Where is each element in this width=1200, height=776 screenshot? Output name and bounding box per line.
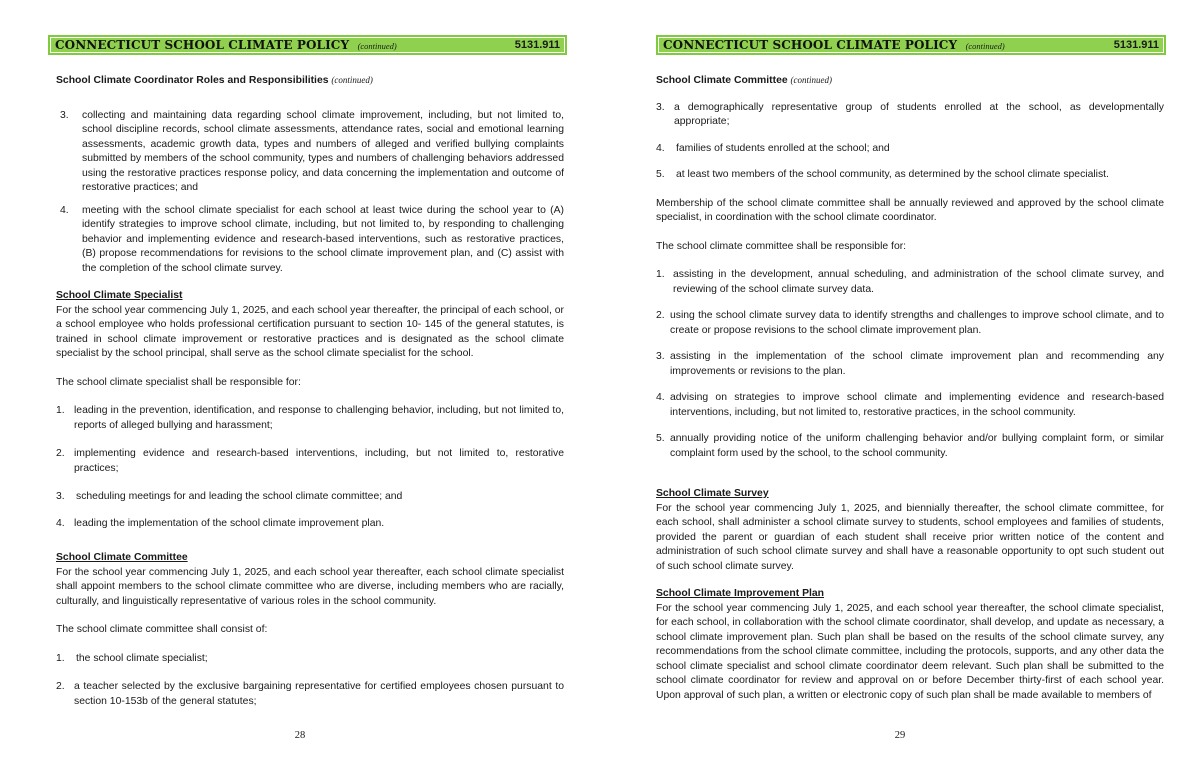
list-item	[656, 268, 1164, 297]
header-title-group	[663, 36, 1005, 54]
specialist-section	[56, 289, 564, 531]
list-text: advising on strategies to improve school climate and implementing evidence and research-based interventions, including, but not limited to, restorative practices, in the school community.	[670, 392, 1164, 418]
section-continued: (continued)	[790, 75, 833, 85]
list-item	[656, 432, 1164, 461]
section-intro: The school climate committee shall consist of:	[56, 624, 268, 635]
list-item	[656, 309, 1164, 338]
left-page-header	[48, 35, 567, 55]
list-number: 2.	[56, 681, 65, 692]
list-number: 3.	[60, 109, 69, 121]
list-number: 1.	[656, 269, 665, 280]
list-item	[56, 109, 564, 196]
list-number: 4.	[656, 142, 665, 154]
list-text: leading in the prevention, identification, and response to challenging behavior, including, but not limited to, reports of alleged bullying and harassment;	[74, 405, 564, 431]
list-number: 5.	[656, 169, 665, 180]
page-number: 29	[894, 730, 906, 741]
plan-section	[656, 587, 1164, 703]
right-page-content	[656, 72, 1164, 703]
list-text: collecting and maintaining data regarding school climate improvement, including, but not limited to, school discipline records, school climate assessments, attendance rates, social and emotional learning assessments, academic growth data, types and numbers of alleged and verified bullying complaints submitted by members of the school community, types and numbers of challenging behaviors addressed using the restorative practices response policy, and data concerning the implementation and outcome of restorative practices; and	[82, 109, 564, 193]
list-item	[656, 142, 1164, 157]
list-text: assisting in the development, annual scheduling, and administration of the school climate survey, and reviewing of the school climate survey data.	[673, 269, 1164, 295]
section-paragraph: For the school year commencing July 1, 2025, and each school year thereafter, each school climate specialist shall appoint members to the school climate committee who are diverse, including members who are racially, culturally, and linguistically representative of various roles in the school community.	[56, 566, 564, 607]
section-title: School Climate Committee	[656, 75, 788, 86]
section-title: School Climate Specialist	[56, 290, 183, 301]
list-text: assisting in the implementation of the school climate improvement plan and recommending any improvements or revisions to the plan.	[670, 351, 1164, 377]
list-number: 3.	[56, 491, 65, 502]
section-paragraph: For the school year commencing July 1, 2025, and each school year thereafter, the principal of each school, or a school employee who holds professional certification pursuant to section 10- 145 of the general statutes, is trained in school climate improvement or restorative practices and is designated as the school climate specialist by the school principal, shall serve as the school climate specialist for the school.	[56, 304, 564, 359]
list-item	[656, 168, 1164, 183]
list-text: scheduling meetings for and leading the school climate committee; and	[76, 491, 403, 502]
header-continued: (continued)	[965, 41, 1005, 51]
list-text: at least two members of the school community, as determined by the school climate specialist.	[676, 169, 1109, 180]
list-number: 4.	[56, 517, 65, 529]
list-text: annually providing notice of the uniform challenging behavior and/or bullying complaint form, or similar complaint form used by the school, to the school community.	[670, 433, 1164, 459]
page-number: 28	[294, 730, 306, 741]
list-item	[656, 350, 1164, 379]
list-number: 5.	[656, 433, 665, 444]
section-intro: The school climate specialist shall be responsible for:	[56, 376, 301, 388]
right-page-header	[656, 35, 1166, 55]
header-continued: (continued)	[357, 41, 397, 51]
committee-section	[56, 551, 564, 709]
list-text: a demographically representative group of students enrolled at the school, as developmentally appropriate;	[674, 101, 1164, 127]
header-title: CONNECTICUT SCHOOL CLIMATE POLICY	[55, 38, 350, 52]
list-text: a teacher selected by the exclusive bargaining representative for certified employees chosen pursuant to section 10-153b of the general statutes;	[74, 681, 564, 707]
membership-paragraph: Membership of the school climate committee shall be annually reviewed and approved by the school climate specialist, in coordination with the school climate coordinator.	[656, 197, 1164, 223]
section-paragraph: For the school year commencing July 1, 2025, and each school year thereafter, the school climate specialist, for each school, in collaboration with the school climate coordinator, shall develop, and update as necessary, a school climate improvement plan. Such plan shall be based on the results of the school climate survey, any recommendations from the school climate committee, including the protocols, supports, and any other data the school climate specialist and school climate coordinator deem relevant. Such plan shall be submitted to the school climate coordinator for review and approval on or before December thirty-first of each school year. Upon approval of such plan, a written or electronic copy of such plan shall be made available to members of	[656, 602, 1164, 701]
survey-section	[656, 487, 1164, 574]
section-title: School Climate Coordinator Roles and Responsibilities	[56, 75, 329, 86]
list-number: 1.	[56, 652, 65, 664]
right-page	[600, 0, 1200, 776]
list-item	[56, 652, 564, 667]
list-item	[56, 447, 564, 476]
list-number: 2.	[56, 448, 65, 459]
list-item	[56, 517, 564, 532]
policy-code: 5131.911	[514, 39, 560, 51]
list-text: meeting with the school climate specialist for each school at least twice during the school year to (A) identify strategies to improve school climate, including, but not limited to, by responding to challenging behavior and implementing evidence and research-based interventions, such as restorative practices, (B) propose recommendations for revisions to the school climate improvement plan, and (C) assist with the completion of the school climate survey.	[82, 204, 564, 274]
list-text: families of students enrolled at the school; and	[676, 142, 890, 154]
list-text: leading the implementation of the school climate improvement plan.	[74, 517, 385, 529]
committee-section-heading	[656, 73, 1164, 89]
list-item	[56, 490, 564, 505]
section-intro: The school climate committee shall be responsible for:	[656, 240, 907, 252]
header-title: CONNECTICUT SCHOOL CLIMATE POLICY	[663, 38, 958, 52]
section-title: School Climate Improvement Plan	[656, 588, 825, 599]
section-continued: (continued)	[331, 75, 373, 85]
header-title-group	[55, 36, 397, 54]
list-number: 2.	[656, 310, 665, 321]
list-item	[656, 391, 1164, 420]
list-text: using the school climate survey data to identify strengths and challenges to improve school climate, and to create or propose revisions to the school climate improvement plan.	[670, 310, 1164, 336]
list-number: 1.	[56, 405, 65, 416]
list-item	[56, 404, 564, 433]
list-item	[656, 101, 1164, 130]
section-title: School Climate Committee	[56, 552, 188, 563]
list-number: 4.	[60, 204, 69, 216]
list-number: 4.	[656, 392, 665, 403]
list-text: implementing evidence and research-based interventions, including, but not limited to, restorative practices;	[74, 448, 564, 474]
section-title: School Climate Survey	[656, 488, 769, 499]
list-number: 3.	[656, 101, 665, 113]
list-text: the school climate specialist;	[76, 652, 208, 664]
list-item	[56, 204, 564, 277]
policy-code: 5131.911	[1113, 39, 1159, 51]
section-paragraph: For the school year commencing July 1, 2025, and biennially thereafter, the school climate committee, for each school, shall administer a school climate survey to students, school employees and families of students, provided the parent or guardian of each student shall receive prior written notice of the content and administration of such school climate survey and shall have a reasonable opportunity to opt such student out of such school climate survey.	[656, 502, 1164, 572]
list-number: 3.	[656, 351, 665, 362]
coordinator-section-heading	[56, 73, 564, 89]
left-page-content	[56, 72, 564, 709]
list-item	[56, 680, 564, 709]
